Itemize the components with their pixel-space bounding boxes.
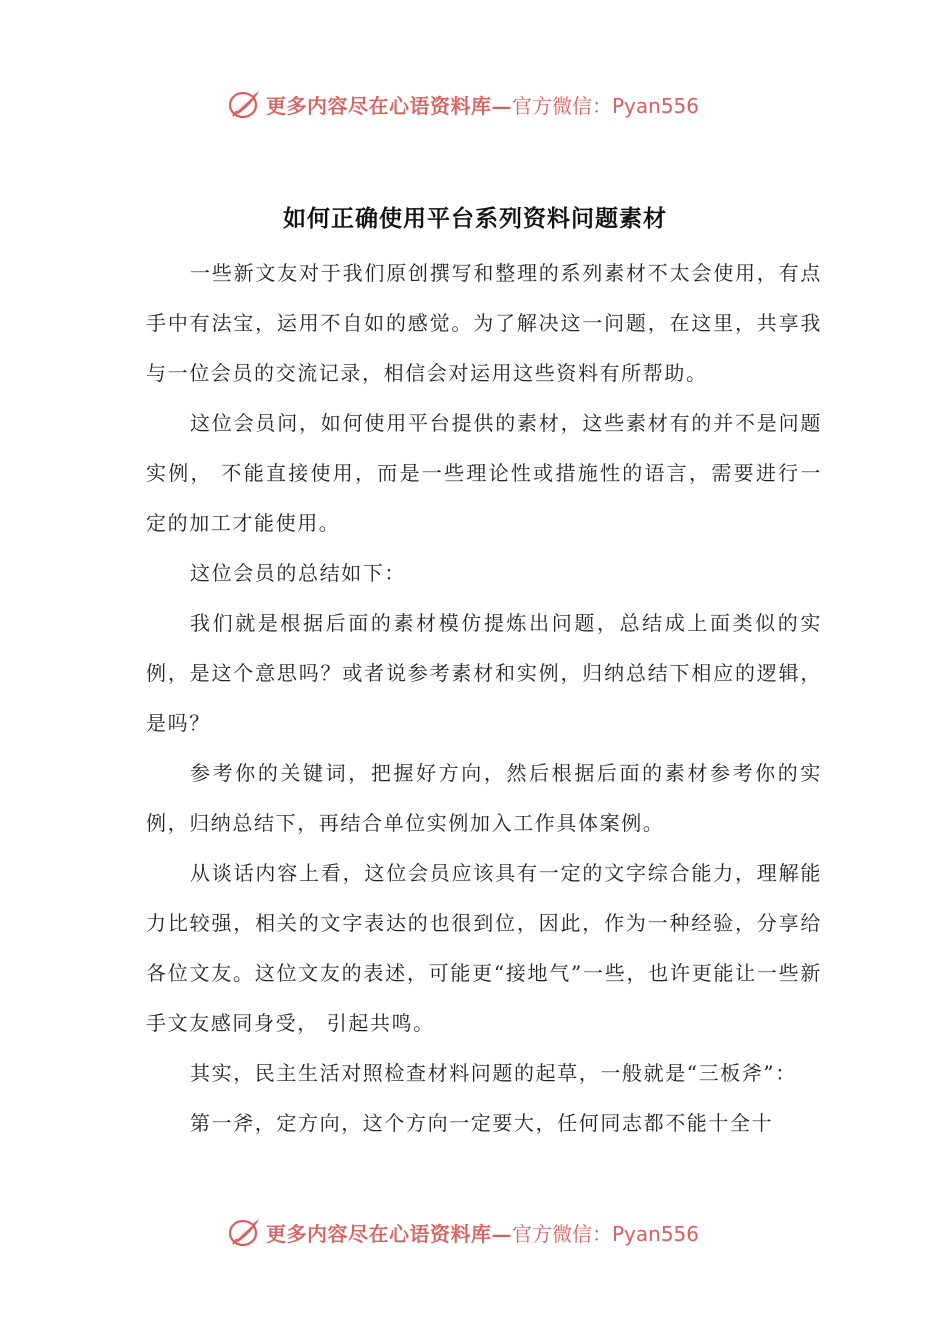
watermark-main-text: 更多内容尽在心语资料库—: [266, 93, 512, 118]
document-title: 如何正确使用平台系列资料问题素材: [283, 205, 667, 232]
paragraph: 第一斧，定方向，这个方向一定要大，任何同志都不能十全十: [190, 1111, 774, 1135]
paragraph: 我们就是根据后面的素材模仿提炼出问题，总结成上面类似的实例，是这个意思吗？或者说参考素材和实例，归纳总结下相应的逻辑，是吗？: [146, 611, 822, 735]
quill-logo-icon: [228, 87, 262, 121]
paragraph: 从谈话内容上看，这位会员应该具有一定的文字综合能力，理解能力比较强，相关的文字表达的也很到位，因此，作为一种经验，分享给各位文友。这位文友的表述，可能更“接地气”一些，也许更能让一些新手文友感同身受， 引起共鸣。: [146, 861, 822, 1035]
document-body: [146, 248, 822, 1148]
watermark-wechat-text: 官方微信：Pyan556: [512, 93, 700, 118]
paragraph: 这位会员的总结如下：: [190, 561, 406, 585]
quill-logo-icon: [228, 1215, 262, 1249]
paragraph: 一些新文友对于我们原创撰写和整理的系列素材不太会使用，有点手中有法宝，运用不自如的感觉。为了解决这一问题，在这里，共享我与一位会员的交流记录，相信会对运用这些资料有所帮助。: [146, 261, 822, 385]
watermark-main-text: 更多内容尽在心语资料库—: [266, 1221, 512, 1246]
paragraph: 其实，民主生活对照检查材料问题的起草，一般就是“三板斧”：: [190, 1061, 797, 1085]
header-watermark: [228, 84, 699, 124]
paragraph: 这位会员问，如何使用平台提供的素材，这些素材有的并不是问题实例， 不能直接使用，而是一些理论性或措施性的语言，需要进行一定的加工才能使用。: [146, 411, 822, 535]
paragraph: 参考你的关键词，把握好方向，然后根据后面的素材参考你的实例，归纳总结下，再结合单位实例加入工作具体案例。: [146, 761, 822, 835]
watermark-wechat-text: 官方微信：Pyan556: [512, 1221, 700, 1246]
footer-watermark: [228, 1212, 699, 1252]
